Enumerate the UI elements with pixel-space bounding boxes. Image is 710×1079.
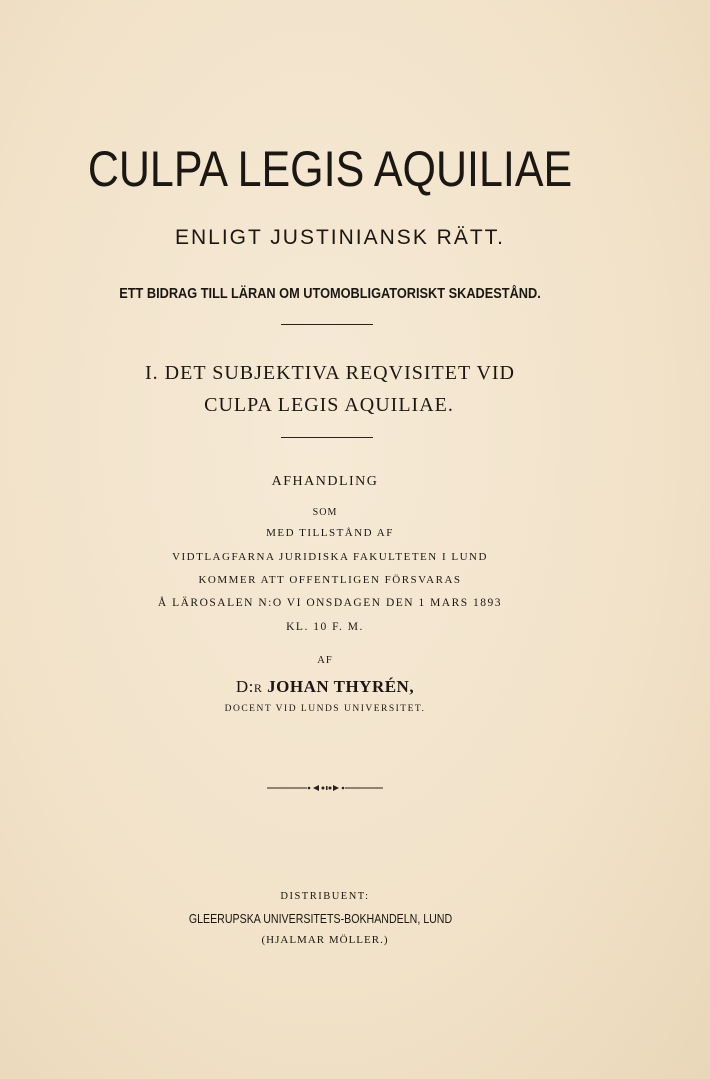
distributor-name: GLEERUPSKA UNIVERSITETS-BOKHANDELN, LUND (188, 912, 453, 926)
author-position: DOCENT VID LUNDS UNIVERSITET. (224, 704, 426, 714)
author-title: D:R (235, 677, 263, 696)
dissertation-line: VIDTLAGFARNA JURIDISKA FAKULTETEN I LUND (172, 551, 488, 563)
contribution-line: ETT BIDRAG TILL LÄRAN OM UTOMOBLIGATORISKT SKADESTÅND. (119, 286, 541, 302)
part-heading-line-1: I. DET SUBJEKTIVA REQVISITET VID (145, 362, 515, 384)
distributor-label: DISTRIBUENT: (280, 891, 370, 902)
divider-top (281, 324, 373, 325)
author-line (0, 677, 680, 697)
book-subtitle: ENLIGT JUSTINIANSK RÄTT. (175, 226, 505, 249)
author-by: AF (317, 655, 333, 666)
dissertation-line: Å LÄROSALEN N:O VI ONSDAGEN DEN 1 MARS 1893 (157, 597, 503, 609)
part-heading-line-2: CULPA LEGIS AQUILIAE. (204, 394, 454, 416)
author-name: JOHAN THYRÉN, (267, 677, 415, 696)
book-title: CULPA LEGIS AQUILIAE (87, 141, 573, 197)
divider-middle (281, 437, 373, 438)
dissertation-line: KL. 10 F. M. (286, 621, 364, 633)
dissertation-line: MED TILLSTÅND AF (266, 527, 394, 539)
ornament-divider (267, 783, 383, 793)
dissertation-som: SOM (312, 507, 338, 518)
distributor-owner: (HJALMAR MÖLLER.) (261, 934, 389, 946)
dissertation-heading: AFHANDLING (271, 474, 379, 489)
dissertation-line: KOMMER ATT OFFENTLIGEN FÖRSVARAS (198, 574, 462, 586)
